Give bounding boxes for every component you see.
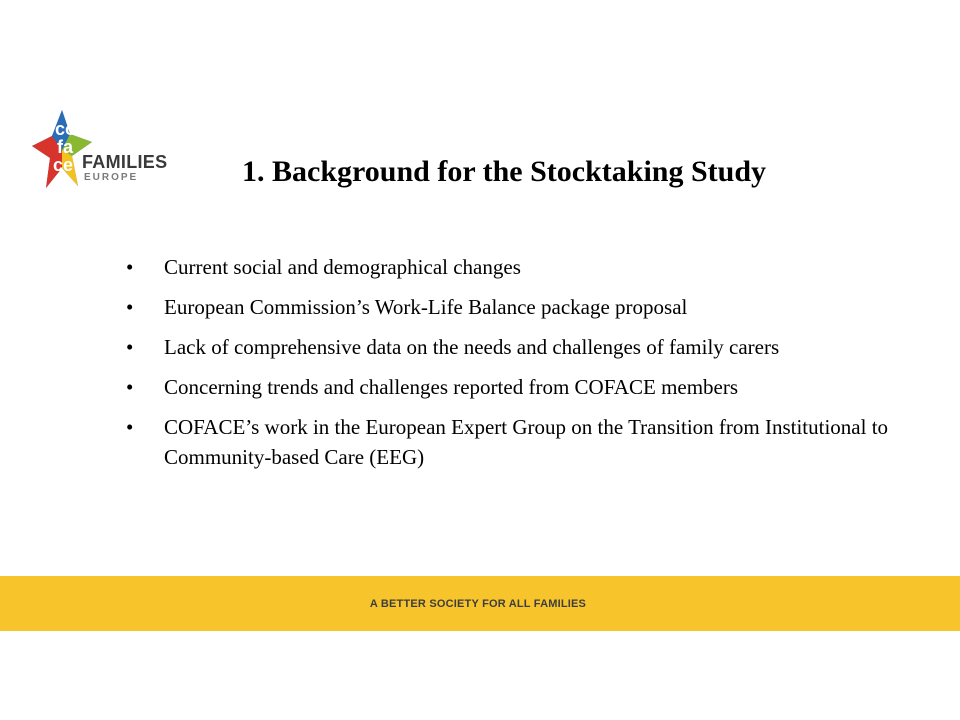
list-item [122,372,922,402]
logo-letters-ce: ce [53,155,74,175]
bullet-text: Current social and demographical changes [164,255,521,279]
bullet-list [122,252,922,482]
bullet-icon: • [126,415,134,439]
list-item [122,412,922,472]
list-item [122,332,922,362]
bullet-text: Concerning trends and challenges reported from COFACE members [164,375,739,399]
bullet-icon: • [126,375,134,399]
list-item [122,252,922,282]
bullet-text: European Commission’s Work-Life Balance package proposal [164,295,688,319]
logo-letters-fa: fa [57,137,74,157]
footer-band [0,576,960,631]
bullet-icon: • [126,295,134,319]
coface-logo [32,106,167,192]
logo-letters-co: co [55,119,77,139]
bullet-icon: • [126,335,134,359]
logo-word-europe: EUROPE [84,172,139,183]
bullet-text: COFACE’s work in the European Expert Group on the Transition from Institutional to Community-based Care (EEG) [164,415,889,469]
bullet-text: Lack of comprehensive data on the needs and challenges of family carers [164,335,780,359]
bullet-icon: • [126,255,134,279]
list-item [122,292,922,322]
slide-title: 1. Background for the Stocktaking Study [242,155,767,188]
logo-word-families: FAMILIES [82,152,168,172]
footer-tagline: A BETTER SOCIETY FOR ALL FAMILIES [369,597,587,610]
